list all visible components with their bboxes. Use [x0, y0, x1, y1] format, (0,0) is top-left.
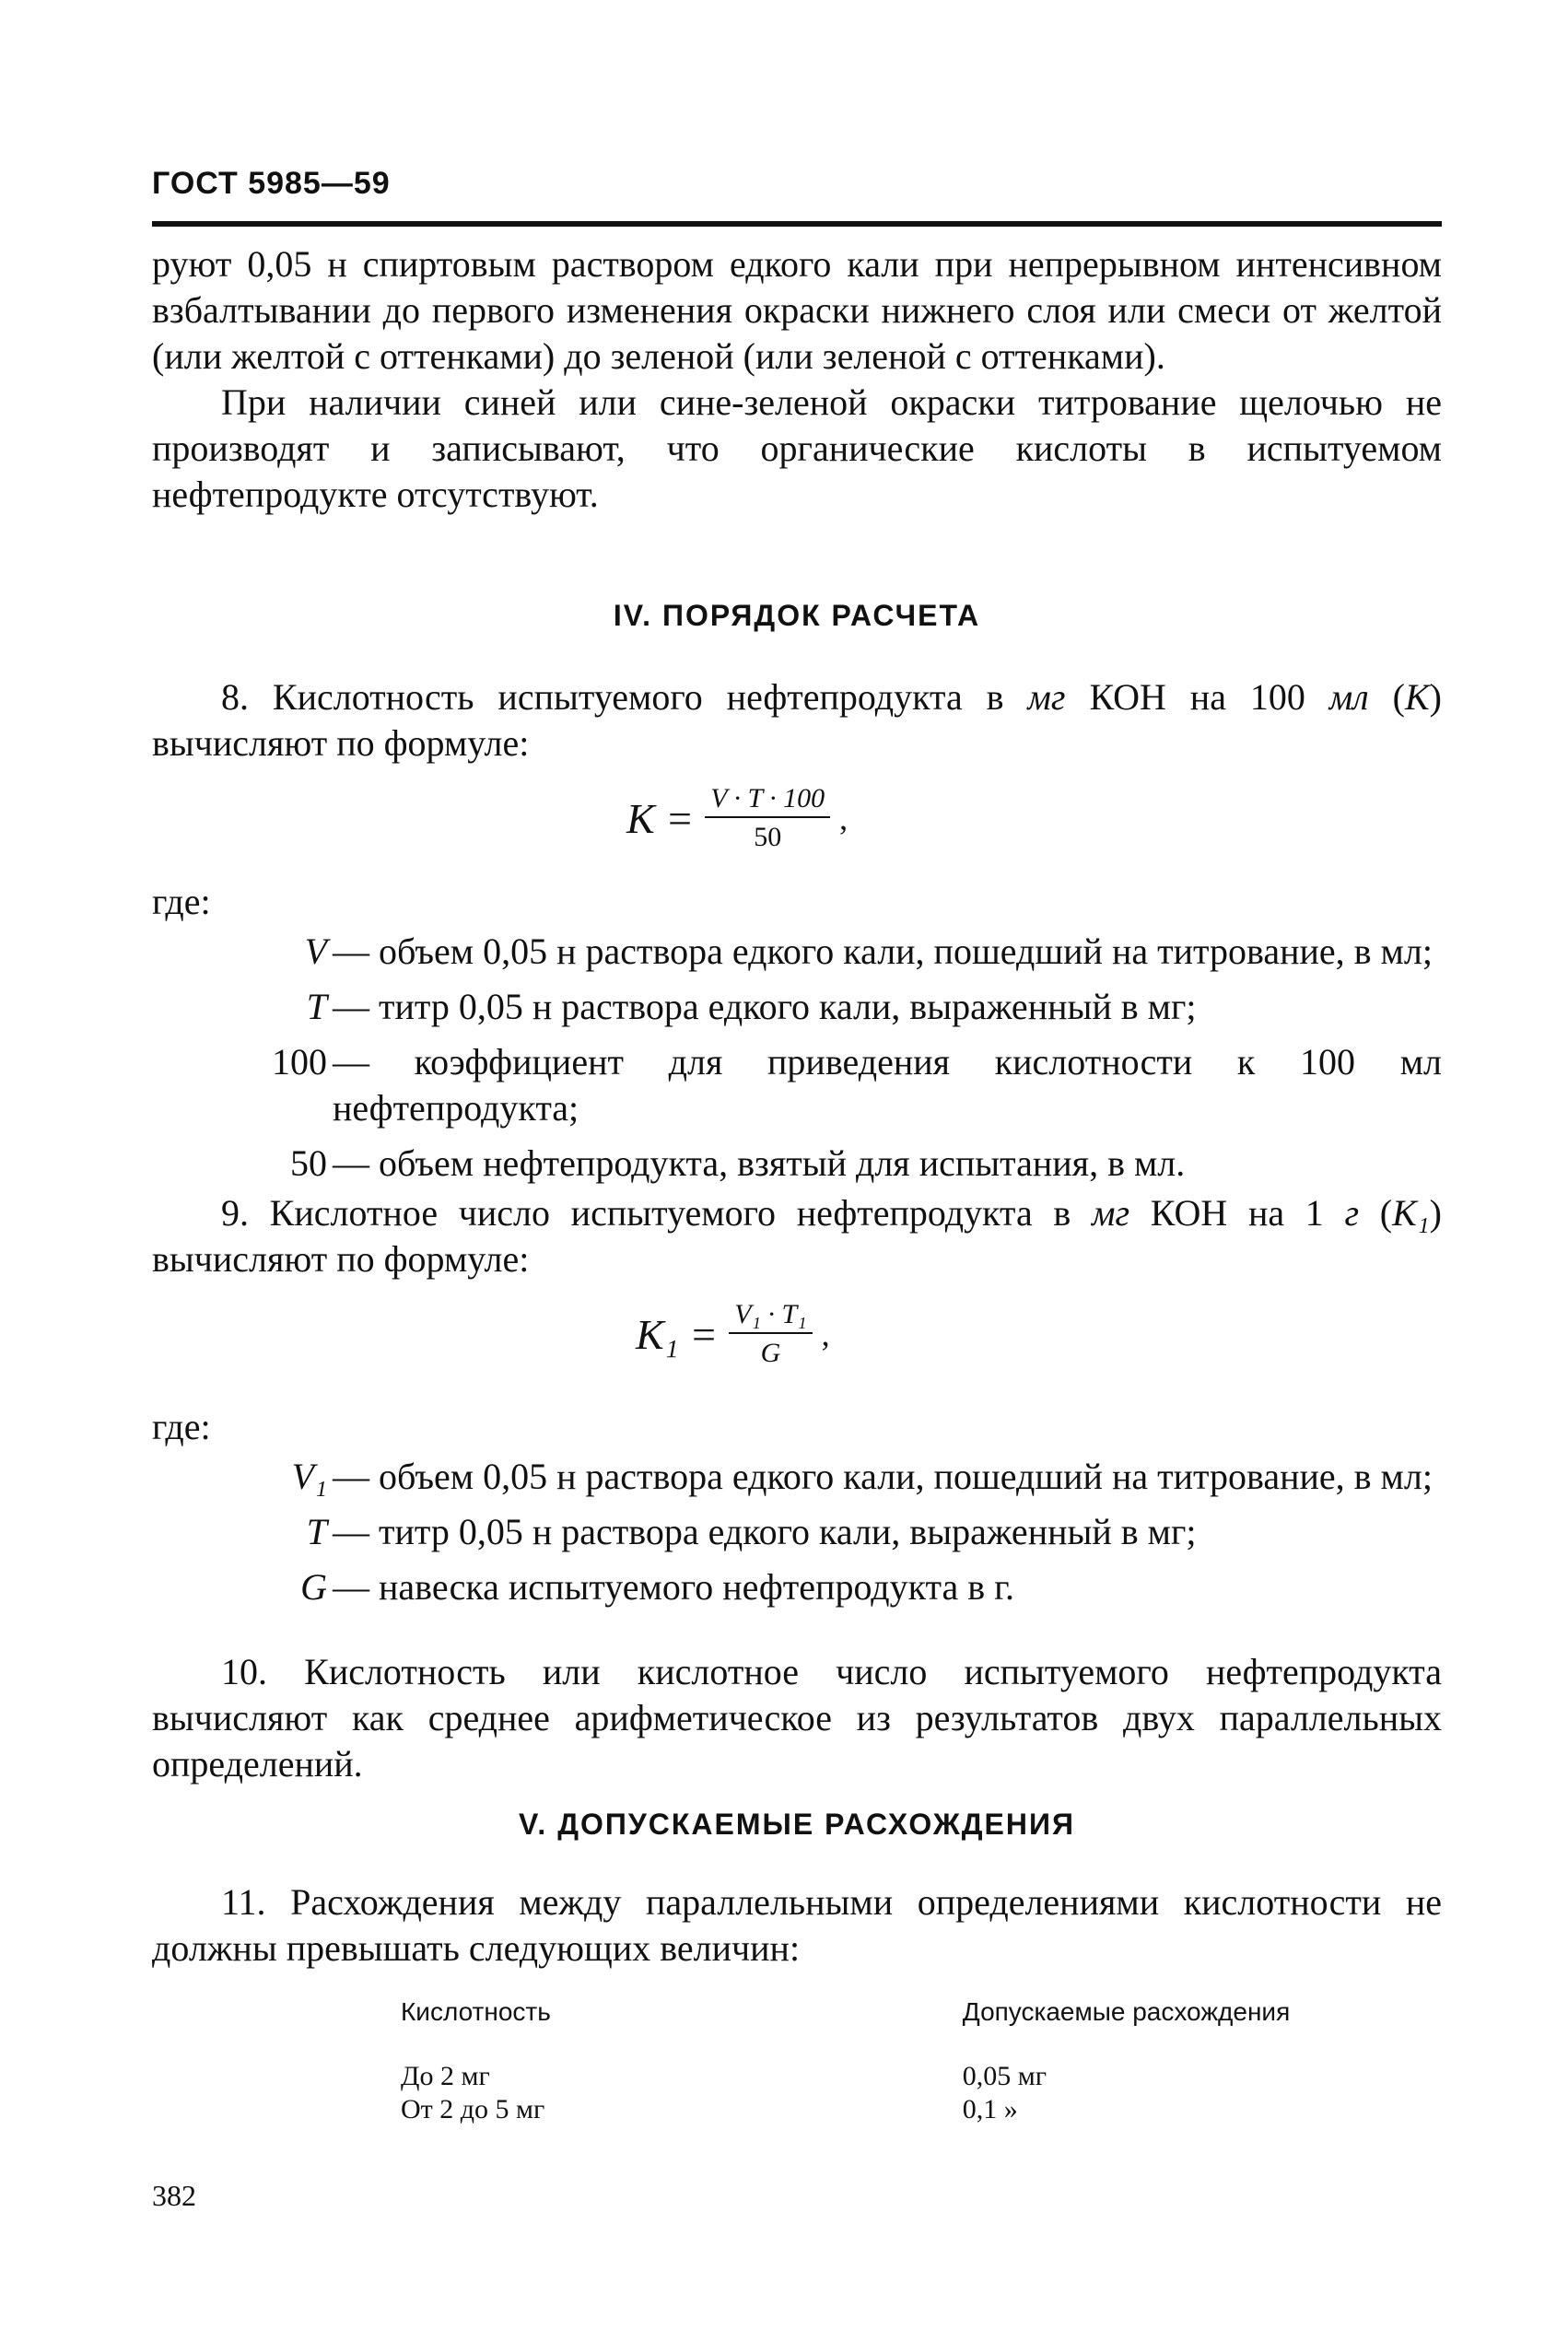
definition-item [152, 1141, 1442, 1187]
definition-symbol: G [300, 1566, 327, 1608]
formula-2-denominator: G [760, 1338, 781, 1368]
column-header-tolerance: Допускаемые расхождения [962, 1997, 1291, 2026]
table-row [401, 2060, 1414, 2093]
definition-item [152, 1039, 1442, 1131]
formula-acidity [626, 783, 848, 853]
formula-1-lhs: K = [626, 794, 695, 842]
table-row [401, 2093, 1414, 2126]
paragraph-10-text: 10. Кислотность или кислотное число испытуемого нефтепродукта вычисляют как среднее арифметическое из результатов двух параллельных определений. [152, 1651, 1442, 1785]
table-cell: От 2 до 5 мг [401, 2094, 545, 2124]
definition-item [152, 929, 1442, 975]
definition-symbol: T [306, 986, 327, 1027]
formula-2-numerator: V₁ · T₁ [729, 1299, 812, 1334]
definition-text: — объем нефтепродукта, взятый для испытания, в мл. [333, 1142, 1186, 1184]
where-label-1: где: [152, 881, 211, 922]
p8-unit-ml: мл [1328, 676, 1369, 718]
definition-symbol: V [304, 930, 327, 972]
where-label-2: где: [152, 1406, 211, 1447]
definition-symbol: 50 [290, 1142, 327, 1184]
paragraph-9 [152, 1190, 1442, 1282]
paragraph-9-text [152, 1190, 1442, 1282]
column-header-acidity: Кислотность [401, 1997, 551, 2026]
p9-unit-mg: мг [1091, 1192, 1130, 1234]
header-rule [152, 221, 1442, 227]
p8-symbol-k: K [1404, 676, 1430, 718]
p9-symbol-k1: K₁ [1392, 1192, 1430, 1234]
tolerance-table [401, 1997, 1414, 2126]
p9-unit-g: г [1344, 1192, 1360, 1234]
definition-text: — объем 0,05 н раствора едкого кали, пошедший на титрование, в мл; [333, 930, 1433, 972]
p9-part-a: 9. Кислотное число испытуемого нефтепродукта в [221, 1192, 1092, 1234]
p9-part-b: КОН на 1 [1129, 1192, 1345, 1234]
paragraph-10 [152, 1649, 1442, 1787]
definitions-list-1 [152, 929, 1442, 1187]
paragraph-11 [152, 1879, 1442, 1972]
p9-part-c: ( [1359, 1192, 1393, 1234]
formula-1-numerator: V · T · 100 [705, 783, 830, 818]
formula-acid-number [636, 1299, 830, 1369]
definition-text: — коэффициент для приведения кислотности к 100 мл нефтепродукта; [333, 1041, 1442, 1129]
p8-part-d: ) вычисляют по формуле: [152, 676, 1442, 764]
table-cell: До 2 мг [401, 2061, 490, 2091]
p8-part-b: КОН на 100 [1065, 676, 1329, 718]
definition-text: — титр 0,05 н раствора едкого кали, выраженный в мг; [333, 986, 1197, 1027]
table-header [401, 1997, 1414, 2027]
formula-1-denominator: 50 [754, 822, 782, 852]
definition-item [152, 1509, 1442, 1555]
definition-text: — титр 0,05 н раствора едкого кали, выраженный в мг; [333, 1511, 1197, 1552]
p8-unit-mg: мг [1027, 676, 1066, 718]
paragraph-11-text: 11. Расхождения между параллельными определениями кислотности не должны превышать следующих величин: [152, 1881, 1442, 1969]
formula-2-lhs: K₁ = [636, 1310, 719, 1358]
formula-1-fraction [705, 783, 830, 853]
p9-part-d: ) вычисляют по формуле: [152, 1192, 1442, 1280]
standard-code-header: ГОСТ 5985—59 [152, 166, 391, 201]
p8-part-c: ( [1368, 676, 1405, 718]
definition-symbol: V₁ [291, 1456, 327, 1497]
definition-symbol: 100 [272, 1041, 327, 1083]
table-cell: 0,1 » [962, 2094, 1018, 2124]
definition-item [152, 984, 1442, 1030]
formula-1-comma: , [839, 800, 848, 837]
paragraph-8-text [152, 674, 1442, 767]
paragraph-8 [152, 674, 1442, 767]
definition-text: — объем 0,05 н раствора едкого кали, пошедший на титрование, в мл; [333, 1456, 1433, 1497]
definition-text: — навеска испытуемого нефтепродукта в г. [333, 1566, 1015, 1608]
intro-paragraph-1: руют 0,05 н спиртовым раствором едкого кали при непрерывном интенсивном взбалтывании до первого изменения окраски нижнего слоя или смеси от желтой (или желтой с оттенками) до зеленой (или зеленой с оттенками). [152, 243, 1442, 377]
definition-item [152, 1564, 1442, 1610]
formula-2-comma: , [821, 1316, 830, 1352]
section-4-title: IV. ПОРЯДОК РАСЧЕТА [613, 599, 981, 632]
formula-2-fraction [729, 1299, 812, 1369]
p8-part-a: 8. Кислотность испытуемого нефтепродукта в [221, 676, 1028, 718]
section-5-title: V. ДОПУСКАЕМЫЕ РАСХОЖДЕНИЯ [519, 1808, 1075, 1841]
intro-text [152, 241, 1442, 518]
definition-item [152, 1454, 1442, 1500]
definitions-list-2 [152, 1454, 1442, 1610]
definition-symbol: T [306, 1511, 327, 1552]
page-number: 382 [152, 2179, 196, 2212]
intro-paragraph-2: При наличии синей или сине-зеленой окраски титрование щелочью не производят и записывают, что органические кислоты в испытуемом нефтепродукте отсутствуют. [152, 381, 1442, 515]
table-cell: 0,05 мг [962, 2061, 1047, 2091]
